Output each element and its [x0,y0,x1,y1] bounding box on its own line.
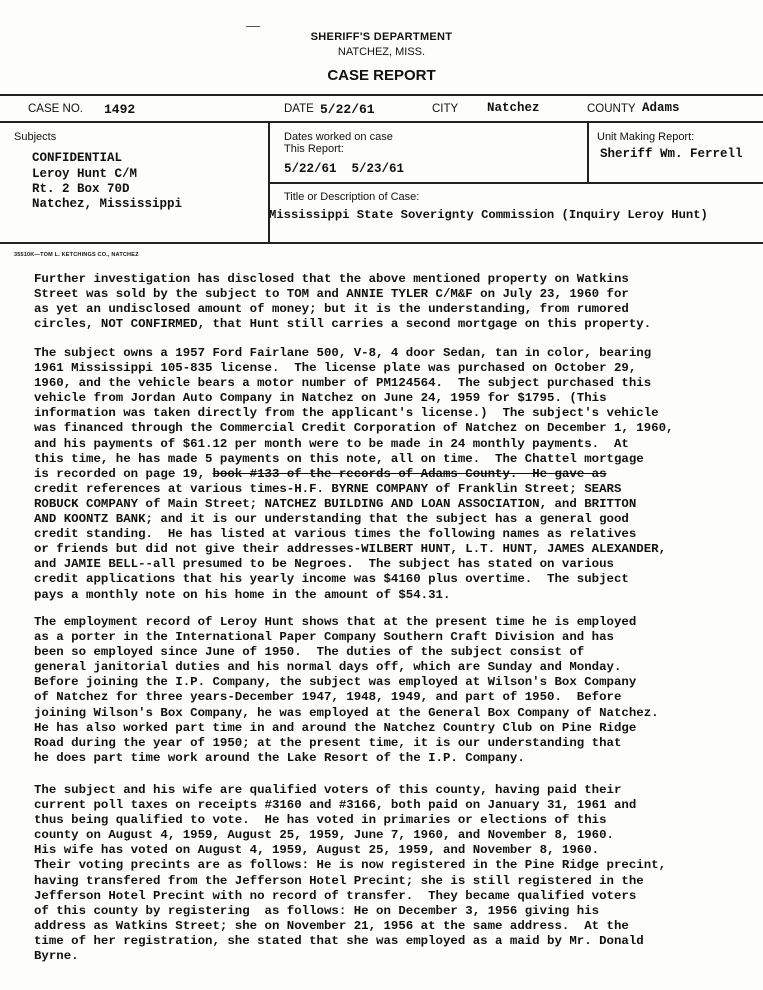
case-title-value: Mississippi State Soverignty Commission (Inquiry Leroy Hunt) [269,208,708,222]
text-line: Byrne. [34,949,79,964]
department-location: NATCHEZ, MISS. [337,46,426,58]
top-rule [0,94,763,96]
unit-divider [587,122,589,182]
text-line: Before joining the I.P. Company, the subject was employed at Wilson's Box Company [34,675,637,690]
text-line: as a porter in the International Paper Company Southern Craft Division and has [34,630,614,645]
scan-mark [246,26,260,27]
text-line: as yet an undisclosed amount of money; but it is the understanding, from rumored [34,302,629,317]
paragraph-employment [34,615,659,766]
text-line: Road during the year of 1950; at the present time, it is our understanding that [34,735,622,750]
text-line: Further investigation has disclosed that the above mentioned property on Watkins [34,272,629,286]
text-line: he does part time work around the Lake Resort of the I.P. Company. [34,750,525,765]
city-value: Natchez [487,101,540,115]
dates-rule [268,182,763,184]
paragraph-vehicle-credit [34,346,673,603]
text-line: AND KOONTZ BANK; and it is our understanding that the subject has a general good [34,512,629,527]
text-line: The subject and his wife are qualified voters of this county, having paid their [34,783,622,797]
dates-worked-label-2: This Report: [284,143,344,155]
subjects-label: Subjects [14,131,57,143]
text-line: credit applications that his yearly income was $4160 plus overtime. The subject [34,572,629,587]
text-line: and JAMIE BELL--all presumed to be Negroes. The subject has stated on various [34,557,614,572]
text-line: pays a monthly note on his home in the amount of $54.31. [34,587,451,602]
city-label: CITY [432,103,459,115]
date-value: 5/22/61 [320,102,375,117]
unit-label: Unit Making Report: [597,131,695,143]
paragraph-voting [34,783,666,964]
text-line: vehicle from Jordan Auto Company in Natchez on June 24, 1959 for $1795. (This [34,391,607,406]
text-line: of Natchez for three years-December 1947, 1948, 1949, and part of 1950. Before [34,690,622,705]
text-line: been so employed since June of 1950. The duties of the subject consist of [34,645,585,660]
text-line: joining Wilson's Box Company, he was employed at the General Box Company of Natchez. [34,705,659,720]
subject-line: Rt. 2 Box 70D [32,182,130,196]
text-line: Street was sold by the subject to TOM and ANNIE TYLER C/M&F on July 23, 1960 for [34,287,629,302]
text-fragment: is recorded on page 19, [34,466,213,481]
unit-value: Sheriff Wm. Ferrell [600,147,743,161]
text-line: having transfered from the Jefferson Hotel Precint; she is still registered in the [34,873,644,888]
text-line: time of her registration, she stated that she was employed as a maid by Mr. Donald [34,933,644,948]
text-line: or friends but did not give their addresses-WILBERT HUNT, L.T. HUNT, JAMES ALEXANDER, [34,542,667,557]
text-line: and his payments of $61.12 per month were to be made in 24 monthly payments. At [34,436,629,451]
text-line: 1961 Mississippi 105-835 license. The license plate was purchased on October 29, [34,361,637,376]
text-line-with-strikeout [34,467,673,482]
text-line: general janitorial duties and his normal days off, which are Sunday and Monday. [34,660,622,675]
text-line: of this county by registering as follows: He on December 3, 1956 giving his [34,903,600,918]
struck-out-text: book #133 of the records of Adams County. He gave as [212,466,607,481]
case-no-label: CASE NO. [28,103,83,115]
text-line: this time, he has made 5 payments on this note, all on time. The Chattel mortgage [34,451,644,466]
text-line: The subject owns a 1957 Ford Fairlane 500, V-8, 4 door Sedan, tan in color, bearing [34,346,652,360]
county-label: COUNTY [587,103,636,115]
case-no-value: 1492 [104,102,136,117]
county-value: Adams [642,101,680,115]
row1-rule [0,121,763,123]
dates-worked-value: 5/22/61 5/23/61 [284,162,405,176]
subject-line: Natchez, Mississippi [32,197,183,211]
text-line: The employment record of Leroy Hunt shows that at the present time he is employed [34,615,637,629]
paragraph-property [34,272,651,332]
subject-line: CONFIDENTIAL [32,151,123,165]
text-line: 1960, and the vehicle bears a motor number of PM124564. The subject purchased this [34,376,652,391]
case-title-label: Title or Description of Case: [284,191,420,203]
text-line: Their voting precints are as follows: He is now registered in the Pine Ridge precint, [34,858,667,873]
text-line: He has also worked part time in and around the Natchez Country Club on Pine Ridge [34,720,637,735]
text-line: credit standing. He has listed at various times the following names as relatives [34,527,637,542]
text-line: circles, NOT CONFIRMED, that Hunt still carries a second mortgage on this property. [34,317,652,332]
form-bottom-rule [0,242,763,244]
dates-worked-label: Dates worked on case [284,131,393,143]
text-line: county on August 4, 1959, August 25, 1959, June 7, 1960, and November 8, 1960. [34,828,614,843]
text-line: information was taken directly from the applicant's license.) The subject's vehicle [34,406,659,421]
form-title: CASE REPORT [327,67,436,84]
text-line: Jefferson Hotel Precint with no record of transfer. They became qualified voters [34,888,637,903]
text-line: credit references at various times-H.F. BYRNE COMPANY of Franklin Street; SEARS [34,481,622,496]
date-label: DATE [284,103,314,115]
department-name: SHERIFF'S DEPARTMENT [310,31,453,43]
text-line: ROBUCK COMPANY of Main Street; NATCHEZ BUILDING AND LOAN ASSOCIATION, and BRITTON [34,496,637,511]
printer-mark: 35510K—TOM L. KETCHINGS CO., NATCHEZ [14,252,139,258]
text-line: was financed through the Commercial Credit Corporation of Natchez on December 1, 1960, [34,421,674,436]
text-line: address as Watkins Street; she on November 21, 1956 at the same address. At the [34,918,629,933]
text-line: thus being qualified to vote. He has voted in primaries or elections of this [34,813,607,828]
text-line: His wife has voted on August 4, 1959, August 25, 1959, and November 8, 1960. [34,843,600,858]
text-line: current poll taxes on receipts #3160 and #3166, both paid on January 31, 1961 and [34,798,637,813]
subject-line: Leroy Hunt C/M [32,167,138,181]
